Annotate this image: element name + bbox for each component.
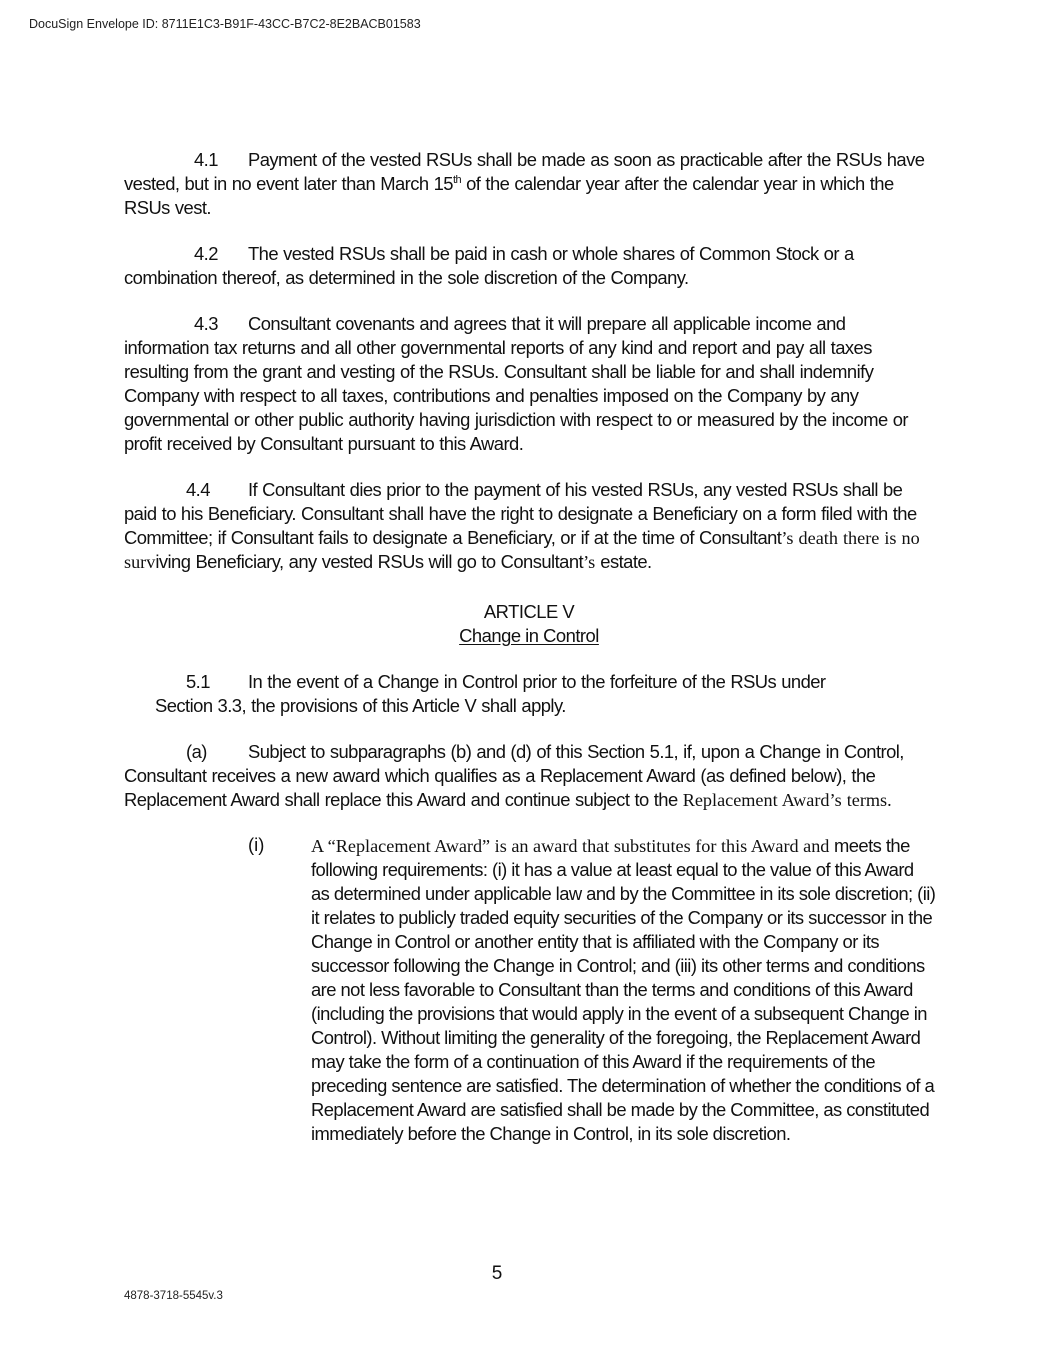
section-4-4 [124,478,934,574]
page-number-value: 5 [491,1263,503,1284]
article-subtitle: Change in Control [459,625,599,646]
document-id: 4878-3718-5545v.3 [124,1290,223,1302]
section-text: Payment of the vested RSUs shall be made as soon as practicable after the RSUs have vested, but in no event later than March 15 [124,149,925,194]
section-text-end: estate. [595,551,652,572]
docusign-envelope-id: DocuSign Envelope ID: 8711E1C3-B91F-43CC-B7C2-8E2BACB01583 [29,17,421,31]
clause-text-serif: A “Replacement Award” is an award that substitutes for this Award and [311,836,830,856]
article-heading [124,600,934,648]
subsection-text-serif: Replacement Award’s terms. [677,790,892,810]
section-5-1-a [124,740,934,812]
document-page [124,148,934,1146]
section-number: 4.4 [186,479,210,500]
article-title: ARTICLE V [483,601,575,622]
section-text: Consultant covenants and agrees that it will prepare all applicable income and information tax returns and all other governmental reports of any kind and report and pay all taxes resulting from the grant and vesting of the RSUs. Consultant shall be liable for and shall indemnify Company with respect to all taxes, contributions and penalties imposed on the Company by any governmental or other public authority having jurisdiction with respect to or measured by the income or profit received by Consultant pursuant to this Award. [124,313,908,454]
subsection-text: Subject to subparagraphs (b) and (d) of this Section 5.1, if, upon a Change in Control, Consultant receives a new award which qualifies as a Replacement Award (as defined below), the Replacement Award shall replace this Award and continue subject to the [124,741,904,810]
section-text-serif: ’s death there is no surv [124,528,920,572]
subsection-label: (a) [186,741,207,762]
section-number: 4.3 [194,313,218,334]
page-number [0,1263,1000,1285]
clause-label: (i) [248,834,265,855]
ordinal-superscript: th [452,174,462,186]
section-text: In the event of a Change in Control prior to the forfeiture of the RSUs under [248,671,826,692]
clause-text: meets the following requirements: (i) it has a value at least equal to the value of this Award as determined under applicable law and by the Committee in its sole discretion; (ii) it relates to publicly traded equity securities of the Company or its successor in the Change in Control or another entity that is affiliated with the Company or its successor following the Change in Control; and (iii) its other terms and conditions are not less favorable to Consultant than the terms and conditions of this Award (including the provisions that would apply in the event of a subsequent Change in Control). Without limiting the generality of the foregoing, the Replacement Award may take the form of a continuation of this Award if the requirements of the preceding sentence are satisfied. The determination of whether the conditions of a Replacement Award are satisfied shall be made by the Committee, as constituted immediately before the Change in Control, in its sole discretion. [311,835,936,1144]
section-number: 5.1 [186,671,210,692]
section-text-cont: iving Beneficiary, any vested RSUs will go to Consultant [155,551,584,572]
section-number: 4.2 [194,243,218,264]
clause-body [311,834,936,1146]
section-text-cont: Section 3.3, the provisions of this Article V shall apply. [155,695,566,716]
section-5-1-a-i [124,834,934,1146]
section-4-3 [124,312,934,456]
section-text: If Consultant dies prior to the payment of his vested RSUs, any vested RSUs shall be paid to his Beneficiary. Consultant shall have the right to designate a Beneficiary on a form filed with the Committee; if Consultant fails to designate a Beneficiary, or if at the time of Consultant [124,479,917,548]
section-text-serif-2: ’s [583,552,596,572]
section-4-1 [124,148,934,220]
section-text-cont: of the calendar year after the calendar year in which the RSUs vest. [124,173,894,218]
section-text: The vested RSUs shall be paid in cash or whole shares of Common Stock or a combination thereof, as determined in the sole discretion of the Company. [124,243,854,288]
section-5-1 [124,670,934,718]
section-number: 4.1 [194,149,218,170]
section-4-2 [124,242,934,290]
